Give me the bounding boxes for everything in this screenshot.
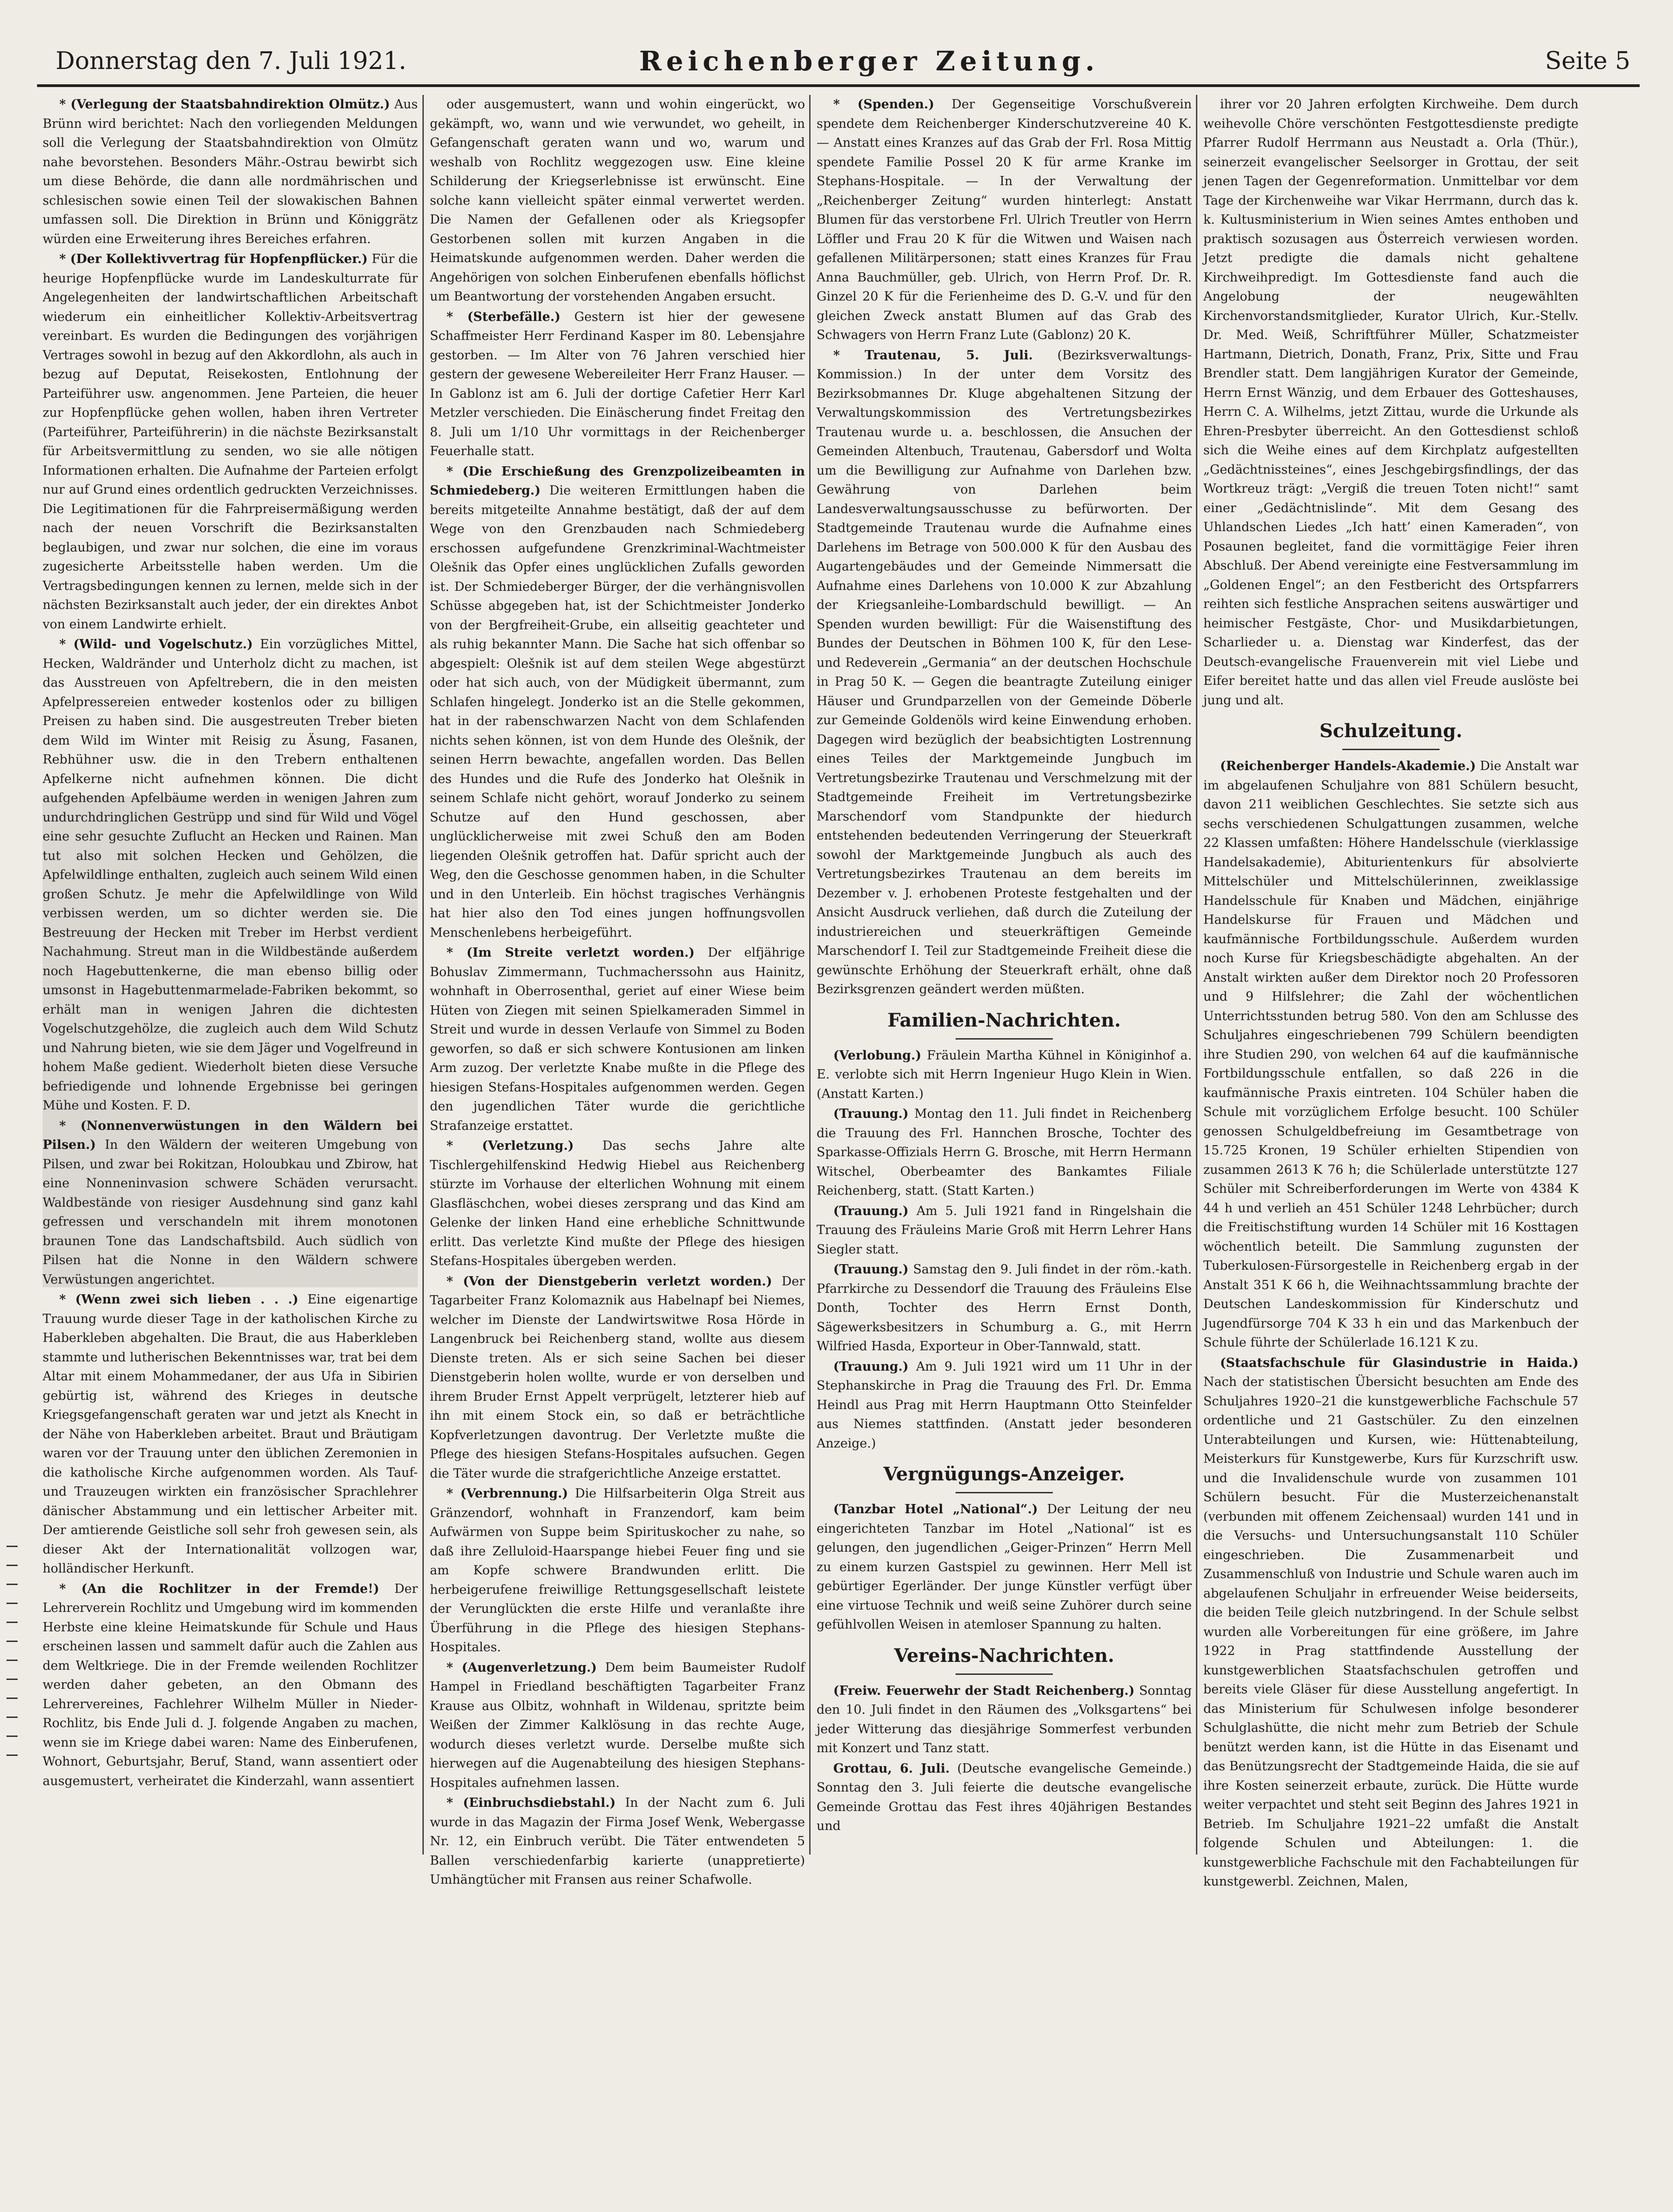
article-text: Die Anstalt war im abgelaufenen Schuljahre von 881 Schülern besucht, davon 211 weiblichen Geschlechtes. Sie setzte sich aus sechs verschiedenen Schulgattungen zusammen, welche 22 Klassen umfaßten: Höhere Handelsschule (vierklassige Handelsakademie), Abiturientenkurs für absolvierte Mittelschüler und Mittelschülerinnen, zweiklassige Handelsschule für Knaben und Mädchen, einjährige Handelskurse für Frauen und Mädchen und kaufmännische Fortbildungsschule. Außerdem wurden noch Kurse für Kriegsbeschädigte abgehalten. An der Anstalt wirkten außer dem Direktor noch 20 Professoren und 9 Hilfslehrer; die Zahl der wöchentlichen Unterrichtsstunden betrug 580. Von den am Schlusse des Schuljahres eingeschriebenen 799 Schülern beendigten ihre Studien 290, von welchen 64 auf die kaufmännische Fortbildungsschule entfallen, so daß 226 in die kaufmännische Praxis eintreten. 104 Schüler haben die Schule mit vorzüglichem Erfolge besucht. 100 Schüler genossen Schulgeldbefreiung im Gesamtbetrage von 15.725 Kronen, 19 Schüler erhielten Stipendien von zusammen 2613 K 76 h; die Schülerlade unterstützte 127 Schüler mit Schreiberforderungen im Werte von 4384 K 44 h und verlieh an 451 Schüler 1248 Lehrbücher; durch die Freitischstiftung wurden 14 Schüler mit 16 Kosttagen wöchentlich beteilt. Die Sammlung zugunsten der Tuberkulosen-Fürsorgestelle in Reichenberg ergab in der Anstalt 351 K 66 h, die Weihnachtssammlung brachte der Deutschen Landeskommission für Kinderschutz und Jugendfürsorge 704 K 33 h ein und das Markenbuch der Schule führte der Schülerlade 16.121 K zu. (1203, 759, 1579, 1350)
article-lead: * (Wenn zwei sich lieben . . .) (59, 1292, 299, 1307)
column-divider (809, 95, 811, 1855)
article-lead: * (Die Erschießung des Grenzpolizeibeamten in Schmiedeberg.) (430, 464, 805, 498)
column-divider (422, 95, 424, 1855)
article-text: Nach der statistischen Übersicht besuchten am Ende des Schuljahres 1920–21 die kunstgewerbliche Fachschule 57 ordentliche und 21 Gastschüler. Zu den einzelnen Unterabteilungen und Kursen, wie: Hüttenabteilung, Meisterkurs für Kunstgewerbe, Kurs für Kurzschrift usw. und die Invalidenschule wurde von zusammen 101 Schülern besucht. Für die Musterzeichenanstalt (verbunden mit offenem Zeichensaal) wurden 141 und in die Versuchs- und Untersuchungsanstalt 110 Schüler eingeschrieben. Die Zusammenarbeit und Zusammenschluß von Industrie und Schule waren auch im abgelaufenen Schuljahr in erfreuender Weise beiderseits, die beiden Teile gleich nutzbringend. In der Schule selbst wurden alle Vorbereitungen für eine größere, im Jahre 1922 in Prag stattfindende Ausstellung der kunstgewerblichen Staatsfachschulen getroffen und bereits viele Gläser für diese Ausstellung angefertigt. In das Ministerium für Schulwesen infolge besonderer Schulglashütte, die nicht mehr zum Betrieb der Schule benützt werden kann, ist die Hütte in das Eisenamt und das Benützungsrecht der Stadtgemeinde Haida, die sie auf ihre Kosten seinerzeit erbaute, zurück. Die Hütte wurde weiter verpachtet und steht seit Beginn des Jahres 1921 in Betrieb. Im Schuljahre 1921–22 umfaßt die Anstalt folgende Schulen und Abteilungen: 1. die kunstgewerbliche Fachschule mit den Fachabteilungen für kunstgewerbl. Zeichnen, Malen, (1203, 1375, 1579, 1889)
article-paragraph (430, 1136, 805, 1271)
article-paragraph (43, 1116, 418, 1290)
article-paragraph (430, 307, 805, 461)
article-lead: (Trauung.) (833, 1107, 909, 1121)
article-paragraph (817, 346, 1192, 999)
article-lead: * (Der Kollektivvertrag für Hopfenpflücker.) (59, 252, 368, 266)
article-lead: * (Einbruchsdiebstahl.) (447, 1796, 616, 1810)
heading-rule (956, 1673, 1053, 1675)
article-paragraph (430, 1272, 805, 1484)
article-text: Am 5. Juli 1921 fand in Ringelshain die Trauung des Fräuleins Marie Groß mit Herrn Lehrer Hans Siegler statt. (817, 1203, 1192, 1257)
article-paragraph (817, 1681, 1192, 1758)
article-text: Der Tagarbeiter Franz Kolomaznik aus Habelnapf bei Niemes, welcher im Dienste der Landwirtswitwe Rosa Hörde in Langenbruck bei Reichenberg stand, wollte aus diesem Dienste treten. Als er sich seine Sachen bei dieser Dienstgeberin holen wollte, wurde er von derselben und ihrem Bruder Ernst Appelt verprügelt, letzterer hieb auf ihn mit einem Stock ein, so daß er beträchtliche Kopfverletzungen davontrug. Der Verletzte mußte die Pflege des hiesigen Stefans-Hospitales aufsuchen. Gegen die Täter wurde die strafgerichtliche Anzeige erstattet. (430, 1274, 805, 1481)
article-text: Die weiteren Ermittlungen haben die bereits mitgeteilte Annahme bestätigt, daß der auf dem Wege von den Grenzbauden nach Schmiedeberg erschossen aufgefundene Grenzkriminal-Wachtmeister Olešnik das Opfer eines unglücklichen Zufalls geworden ist. Der Schmiedeberger Bürger, der die verhängnisvollen Schüsse abgegeben hat, ist der Schichtmeister Jonderko von der Bergfreiheit-Grube, ein allseitig geachteter und als ruhig bekannter Mann. Die Sache hat sich offenbar so abgespielt: Olešnik ist auf dem steilen Wege abgestürzt oder hat sich auch, von der Müdigkeit übermannt, zum Schlafen hingelegt. Jonderko ist an die Stelle gekommen, hat in der rabenschwarzen Nacht von dem Schlafenden nichts sehen können, ist von dem Hunde des Olešnik, der seinen Herrn bewachte, angefallen worden. Das Bellen des Hundes und die Rufe des Jonderko hat Olešnik in seinem Schlafe nicht gehört, worauf Jonderko zu seinem Schutze auf den Hund geschossen, aber unglücklicherweise mit zwei Schuß den am Boden liegenden Olešnik getroffen hat. Dafür spricht auch der Weg, den die Geschosse genommen haben, in die Schulter und in den Unterleib. Ein höchst tragisches Verhängnis hat hier also den Tod eines jungen hoffnungsvollen Menschenlebens herbeigeführt. (430, 483, 805, 940)
article-lead: (Trauung.) (833, 1262, 909, 1277)
article-paragraph (817, 1357, 1192, 1454)
page-number: Seite 5 (1545, 47, 1630, 75)
article-text: Das sechs Jahre alte Tischlergehilfenskind Hedwig Hiebel aus Reichenberg stürzte im Vorhause der elterlichen Wohnung mit einem Glasfläschchen, wobei dieses zersprang und das Kind am Gelenke der linken Hand eine erhebliche Schnittwunde erlitt. Das verletzte Kind mußte der Pflege des hiesigen Stefans-Hospitales übergeben werden. (430, 1139, 805, 1268)
article-lead: * (Verlegung der Staatsbahndirektion Olmütz.) (59, 97, 390, 112)
article-paragraph (430, 1793, 805, 1890)
masthead (37, 43, 1640, 87)
article-text: Am 9. Juli 1921 wird um 11 Uhr in der Stephanskirche in Prag die Trauung des Frl. Dr. Emma Heindl aus Prag mit Herrn Hauptmann Otto Steinfelder aus Niemes stattfinden. (Anstatt jeder besonderen Anzeige.) (817, 1359, 1192, 1451)
article-lead: * (Wild- und Vogelschutz.) (59, 637, 253, 652)
article-paragraph (43, 1579, 418, 1791)
article-lead: (Tanzbar Hotel „National“.) (833, 1502, 1038, 1516)
article-paragraph (817, 95, 1192, 345)
section-heading: Familien-Nachrichten. (887, 1009, 1121, 1031)
article-text: oder ausgemustert, wann und wohin eingerückt, wo gekämpft, wo, wann und wie verwundet, wo geheilt, in Gefangenschaft geraten wann und wo, warum und weshalb von Rochlitz weggezogen usw. Eine kleine Schilderung der Kriegserlebnisse ist erwünscht. Eine solche kann vielleicht später einmal verwertet werden. Die Namen der Gefallenen oder als Kriegsopfer Gestorbenen sollen mit kurzen Angaben in die Heimatskunde aufgenommen werden. Daher werden die Angehörigen von solchen Einberufenen ebenfalls höflichst um Beantwortung der vorstehenden Angaben ersucht. (430, 97, 805, 304)
article-paragraph (817, 1104, 1192, 1201)
section-heading: Vergnügungs-Anzeiger. (883, 1463, 1125, 1485)
article-text: ihrer vor 20 Jahren erfolgten Kirchweihe. Dem durch weihevolle Chöre verschönten Festgottesdienste predigte Pfarrer Rudolf Herrmann aus Neustadt a. Orla (Thür.), seinerzeit evangelischer Seelsorger in Grottau, der seit jenen Tagen der Gegenreformation. Unmittelbar vor dem Tage der Kirchenweihe war Vikar Herrmann, durch das k. k. Kultusministerium in Wien seines Amtes enthoben und praktisch sozusagen aus Österreich verwiesen worden. Jetzt predigte die damals nicht gehaltene Kirchweihpredigt. Im Gottesdienste fand auch die Angelobung der neugewählten Kirchenvorstandsmitglieder, Kurator Ulrich, Kur.-Stellv. Dr. Med. Weiß, Schriftführer Müller, Schatzmeister Hartmann, Dietrich, Donath, Franz, Prix, Sitte und Frau Brendler statt. Dem langjährigen Kurator der Gemeinde, Herrn Ernst Wänzig, und dem Erbauer des Gotteshauses, Herrn C. A. Wilhelms, jetzt Zittau, wurde die Urkunde als Ehren-Presbyter überreicht. An den Gottesdienst schloß sich die Weihe eines auf dem Kirchplatz aufgestellten „Gedächtnissteines“, eines Jeschgebirgsfindlings, der das Wortkreuz trägt: „Vergiß die treuen Toten nicht!“ samt einer „Gedächtnislinde“. Mit dem Gesang des Uhlandschen Liedes „Ich hatt’ einen Kameraden“, von Posaunen begleitet, fand die vormittägige Feier ihren Abschluß. Der Abend vereinigte eine Festversammlung im „Goldenen Engel“; an den Festbericht des Ortspfarrers reihten sich festliche Ansprachen seitens auswärtiger und heimischer Festgäste, Chor- und Musikdarbietungen, Scharlieder u. a. Dienstag war Kinderfest, das der Deutsch-evangelische Frauenverein mit viel Liebe und Eifer bereitet hatte und das allen viel Freude auslöste bei jung und alt. (1203, 97, 1579, 708)
article-lead: * (Verletzung.) (447, 1139, 574, 1153)
heading-rule (956, 1038, 1053, 1040)
article-text: Der Leitung der neu eingerichteten Tanzbar im Hotel „National“ ist es gelungen, den jugendlichen „Geiger-Prinzen“ Herrn Mell zu einem kurzen Gastspiel zu gewinnen. Herr Mell ist gebürtiger Egerländer. Der junge Künstler verfügt über eine virtuose Technik und weiß seine Zuhörer durch seine gefühlvollen Weisen in atemloser Spannung zu halten. (817, 1502, 1192, 1632)
article-paragraph (43, 95, 418, 249)
article-text: Sonntag den 10. Juli findet in den Räumen des „Volksgartens“ bei jeder Witterung das diesjährige Sommerfest verbunden mit Konzert und Tanz statt. (817, 1683, 1192, 1755)
article-text: Der elfjährige Bohuslav Zimmermann, Tuchmacherssohn aus Hainitz, wohnhaft in Oberrosenthal, geriet auf einer Wiese beim Hüten von Ziegen mit seinen Spielkameraden Simmel in Streit und wurde in dessen Verlaufe von Simmel zu Boden geworfen, so daß er sich schwere Kontusionen am linken Arm zuzog. Der verletzte Knabe mußte in die Pflege des hiesigen Stefans-Hospitales aufgenommen werden. Gegen den jugendlichen Täter wurde die gerichtliche Strafanzeige erstattet. (430, 946, 805, 1133)
article-text: Gestern ist hier der gewesene Schaffmeister Herr Ferdinand Kasper im 80. Lebensjahre gestorben. — Im Alter von 76 Jahren verschied hier gestern der gewesene Webereileiter Herr Franz Hauser. — In Gablonz ist am 6. Juli der dortige Cafetier Herr Karl Metzler verschieden. Die Einäscherung findet Freitag den 8. Juli um 1/10 Uhr vormittags in der Reichenberger Feuerhalle statt. (430, 309, 805, 458)
article-paragraph (1203, 1354, 1579, 1892)
article-lead: * (Augenverletzung.) (447, 1660, 597, 1675)
article-text: Dem beim Baumeister Rudolf Hampel in Friedland beschäftigten Tagarbeiter Franz Krause aus Olbitz, wohnhaft in Wildenau, spritzte beim Weißen der Zimmer Kalklösung in das rechte Auge, wodurch dieses verletzt wurde. Derselbe mußte sich hierwegen auf die Augenabteilung des hiesigen Stephans-Hospitales aufnehmen lassen. (430, 1660, 805, 1790)
issue-date: Donnerstag den 7. Juli 1921. (56, 47, 407, 75)
article-paragraph (43, 1290, 418, 1579)
newspaper-title: Reichenberger Zeitung. (639, 45, 1100, 77)
article-lead: (Verlobung.) (833, 1048, 922, 1063)
column-3 (817, 95, 1192, 1855)
article-lead: (Trauung.) (833, 1203, 909, 1218)
article-paragraph (43, 250, 418, 634)
article-lead: * (Im Streite verletzt worden.) (447, 946, 695, 960)
article-text: (Bezirksverwaltungs-Kommission.) In der unter dem Vorsitz des Bezirksobmannes Dr. Kluge abgehaltenen Sitzung der Verwaltungskommission des Vertretungsbezirkes Trautenau wurde u. a. beschlossen, die Ansuchen der Gemeinden Altenbuch, Trautenau, Gabersdorf und Wolta um die Bewilligung zur Aufnahme von Darlehen bzw. Gewährung von Darlehen beim Landesverwaltungsausschusse zu befürworten. Der Stadtgemeinde Trautenau wurde die Aufnahme eines Darlehens im Betrage von 500.000 K für den Ausbau des Augartengebäudes und der Gemeinde Nimmersatt die Aufnahme eines Darlehens von 10.000 K zur Abzahlung der Kriegsanleihe-Lombardschuld bewilligt. — An Spenden wurden bewilligt: Für die Waisenstiftung des Bundes der Deutschen in Böhmen 100 K, für den Lese- und Redeverein „Germania“ an der deutschen Hochschule in Prag 50 K. — Gegen die beantragte Zuteilung einiger Häuser und Grundparzellen von der Gemeinde Döberle zur Gemeinde Goldenöls wird keine Einwendung erhoben. Dagegen wird bezüglich der beabsichtigten Lostrennung eines Teiles der Marktgemeinde Jungbuch im Vertretungsbezirke Trautenau und Verschmelzung mit der Stadtgemeinde Freiheit im Vertretungsbezirke Marschendorf vom Standpunkte der hiedurch entstehenden bedeutenden Verringerung der Steuerkraft sowohl der Marktgemeinde Jungbuch als auch des Vertretungsbezirkes Trautenau an dem bereits im Dezember v. J. erhobenen Proteste festgehalten und der Ansicht Ausdruck verliehen, daß durch die Zuteilung der industriereichen und steuerkräftigen Gemeinde Marschendorf I. Teil zur Stadtgemeinde Freiheit diese die gewünschte Erhöhung der Steuerkraft erhält, ohne daß Bezirksgrenzen geändert werden müßten. (817, 348, 1192, 996)
section-heading: Schulzeitung. (1319, 720, 1463, 742)
article-lead: * (Verbrennung.) (447, 1486, 568, 1501)
article-lead: * (Sterbefälle.) (447, 309, 561, 324)
article-lead: * (Spenden.) (833, 97, 935, 112)
article-paragraph (430, 462, 805, 943)
article-lead: (Staatsfachschule für Glasindustrie in Haida.) (1220, 1355, 1579, 1370)
article-text: Eine eigenartige Trauung wurde dieser Tage in der katholischen Kirche zu Haberkleben abgehalten. Die Braut, die aus Haberkleben stammte und lutherischen Bekenntnisses war, trat bei dem Altar mit einem Mohammedaner, der aus Ufa in Sibirien gebürtig ist, während des Krieges in deutsche Kriegsgefangenschaft geraten war und jetzt als Knecht in der Nähe von Haberkleben arbeitet. Braut und Bräutigam waren vor der Trauung unter den üblichen Zeremonien in die katholische Kirche aufgenommen worden. Als Tauf- und Trauzeugen wirkten ein französischer Sprachlehrer dänischer Abstammung und ein lettischer Arbeiter mit. Der amtierende Geistliche soll sehr froh gewesen sein, als dieser Akt der Internationalität vollzogen war, holländischer Herkunft. (43, 1292, 418, 1576)
article-text: (Deutsche evangelische Gemeinde.) Sonntag den 3. Juli feierte die deutsche evangelische Gemeinde Grottau das Fest ihres 40jährigen Bestandes und (817, 1761, 1192, 1833)
article-paragraph (1203, 95, 1579, 710)
article-paragraph (817, 1759, 1192, 1836)
article-lead: (Trauung.) (833, 1359, 909, 1374)
margin-marks (0, 1528, 28, 2084)
heading-rule (1342, 749, 1440, 750)
article-text: Ein vorzügliches Mittel, Hecken, Waldränder und Unterholz dicht zu machen, ist das Ausstreuen von Apfeltrebern, die in den meisten Apfelpressereien entweder kostenlos oder zu billigen Preisen zu haben sind. Die ausgestreuten Treber bieten dem Wild im Winter mit Reisig zu Äsung, Fasanen, Rebhühner usw. die in den Trebern enthaltenen Apfelkerne nicht aufnehmen können. Die dicht aufgehenden Apfelbäume werden in wenigen Jahren zum undurchdringlichen Gestrüpp und sind für Wild und Vögel eine sehr gesuchte Zuflucht an Hecken und Rainen. Man tut also mit solchen Hecken und Gehölzen, die Apfelwildlinge enthalten, zugleich auch seinem Wild einen großen Schutz. Je mehr die Apfelwildlinge von Wild verbissen werden, um so dichter werden sie. Die Bestreuung der Hecken mit Treber im Herbst verdient Nachahmung. Streut man in die Wildbestände außerdem noch Hagebuttenkerne, die man ebenso billig oder umsonst in Hagebuttenmarmelade-Fabriken bekommt, so erhält man in wenigen Jahren die dichtesten Vogelschutzgehölze, die zugleich auch dem Wild Schutz und Nahrung bieten, wie sie dem Jäger und Vogelfreund in hohem Maße gedient. Wiederholt bieten diese Versuche befriedigende und lohnende Ergebnisse bei geringen Mühe und Kosten. F. D. (43, 637, 418, 1113)
article-text: Die Hilfsarbeiterin Olga Streit aus Gränzendorf, wohnhaft in Franzendorf, kam beim Aufwärmen von Suppe beim Spirituskocher zu nahe, so daß ihre Zelluloid-Haarspange hiebei Feuer fing und sie am Kopfe schwere Brandwunden erlitt. Die herbeigerufene freiwillige Rettungsgesellschaft leistete der Verunglückten die erste Hilfe und veranlaßte ihre Überführung in die Pflege des hiesigen Stephans-Hospitales. (430, 1486, 805, 1654)
article-lead: * (An die Rochlitzer in der Fremde!) (59, 1581, 379, 1596)
article-lead: Grottau, 6. Juli. (833, 1761, 950, 1776)
article-paragraph (817, 1500, 1192, 1635)
article-paragraph (430, 1658, 805, 1793)
article-text: In der Nacht zum 6. Juli wurde in das Magazin der Firma Josef Wenk, Webergasse Nr. 12, ein Einbruch verübt. Die Täter entwendeten 5 Ballen verschiedenfarbig karierte (unappretierte) Umhängtücher mit Fransen aus reiner Schafwolle. (430, 1796, 805, 1887)
article-paragraph (817, 1046, 1192, 1104)
article-paragraph (817, 1202, 1192, 1260)
article-text: Der Gegenseitige Vorschußverein spendete dem Reichenberger Kinderschutzvereine 40 K. — Anstatt eines Kranzes auf das Grab der Frl. Rosa Mittig spendete Familie Possel 20 K für arme Kranke im Stephans-Hospitale. — In der Verwaltung der „Reichenberger Zeitung“ wurden hinterlegt: Anstatt Blumen für das verstorbene Frl. Ulrich Treutler von Herrn Löffler und Frau 20 K für die Witwen und Waisen nach gefallenen Militärpersonen; statt eines Kranzes für Frau Anna Bauchmüller, geb. Ulrich, von Herrn Prof. Dr. R. Ginzel 20 K für die Ferienheime des D. G.-V. und für den gleichen Zweck anstatt Blumen auf das Grab des Schwagers von Herrn Franz Lute (Gablonz) 20 K. (817, 97, 1192, 342)
article-paragraph (817, 1260, 1192, 1356)
article-paragraph (1203, 757, 1579, 1353)
article-paragraph (430, 95, 805, 307)
article-text: Aus Brünn wird berichtet: Nach den vorliegenden Meldungen soll die Verlegung der Staatsbahndirektion von Olmütz nahe bevorstehen. Besonders Mähr.-Ostrau bewirbt sich um diese Behörde, die dann alle nordmährischen und schlesischen sowie einen Teil der slowakischen Bahnen umfassen soll. Die Direktion in Brünn und Königgrätz würden eine Erweiterung ihres Bereiches erfahren. (43, 97, 418, 246)
article-text: Samstag den 9. Juli findet in der röm.-kath. Pfarrkirche zu Dessendorf die Trauung des Fräuleins Else Donth, Tochter des Herrn Ernst Donth, Sägewerksbesitzers in Schumburg a. G., mit Herrn Wilfried Hasda, Exporteur in Ober-Tannwald, statt. (817, 1262, 1192, 1354)
article-paragraph (430, 943, 805, 1135)
article-paragraph (43, 635, 418, 1115)
heading-rule (956, 1492, 1053, 1493)
article-lead: * (Von der Dienstgeberin verletzt worden.) (447, 1274, 772, 1289)
article-text: Für die heurige Hopfenpflücke wurde im Landeskulturrate für Angelegenheiten der landwirtschaftlichen Arbeitschaft wiederum ein einheitlicher Kollektiv-Arbeitsvertrag vereinbart. Es wurden die Bedingungen des vorjährigen Vertrages sowohl in bezug auf den Akkordlohn, als auch in bezug auf Deputat, Reisekosten, Entlohnung der Parteiführer usw. angenommen. Jene Parteien, die heuer zur Hopfenpflücke gehen wollen, haben ihren Vertreter (Parteiführer, Parteiführerin) in die nächste Bezirksanstalt für Arbeitsvermittlung zu senden, wo sie alle nötigen Informationen erhalten. Die Aufnahme der Parteien erfolgt nur auf Grund eines ordentlich gedruckten Verzeichnisses. Die Legitimationen für die Fahrpreisermäßigung werden nach der neuen Vorschrift die Bezirksanstalten beglaubigen, und zwar nur solchen, die eine im voraus zugesicherte Arbeitsstelle haben werden. Um die Vertragsbedingungen kennen zu lernen, melde sich in der nächsten Bezirksanstalt auch jeder, der ein direktes Anbot von einem Landwirte erhielt. (43, 252, 418, 632)
column-4 (1203, 95, 1579, 1889)
article-paragraph (430, 1484, 805, 1657)
article-lead: (Reichenberger Handels-Akademie.) (1220, 759, 1476, 773)
article-text: Fräulein Martha Kühnel in Königinhof a. E. verlobte sich mit Herrn Ingenieur Hugo Klein in Wien. (Anstatt Karten.) (817, 1048, 1192, 1101)
article-lead: (Freiw. Feuerwehr der Stadt Reichenberg.) (833, 1683, 1135, 1698)
article-lead: * Trautenau, 5. Juli. (833, 348, 1033, 363)
column-1 (43, 95, 418, 1855)
article-text: Der Lehrerverein Rochlitz und Umgebung wird im kommenden Herbste eine kleine Heimatskunde für Schule und Haus erscheinen lassen und sammelt dafür auch die Zahlen aus dem Weltkriege. Die in der Fremde weilenden Rochlitzer werden daher gebeten, an den Obmann des Lehrervereines, Fachlehrer Wilhelm Müller in Nieder-Rochlitz, bis Ende Juli d. J. folgende Angaben zu machen, wenn sie im Kriege dabei waren: Name des Einberufenen, Wohnort, Geburtsjahr, Beruf, Stand, wann assentiert oder ausgemustert, verheiratet die Kinderzahl, wann assentiert (43, 1581, 418, 1788)
column-2 (430, 95, 805, 1887)
article-text: Montag den 11. Juli findet in Reichenberg die Trauung des Frl. Hannchen Brosche, Tochter des Sparkasse-Offizials Herrn G. Brosche, mit Herrn Hermann Witschel, Oberbeamter des Bankamtes Filiale Reichenberg, statt. (Statt Karten.) (817, 1107, 1192, 1198)
article-lead: * (Nonnenverwüstungen in den Wäldern bei Pilsen.) (43, 1118, 418, 1152)
section-heading: Vereins-Nachrichten. (894, 1644, 1114, 1667)
article-text: In den Wäldern der weiteren Umgebung von Pilsen, und zwar bei Rokitzan, Holoubkau und Zbirow, hat eine Nonneninvasion schwere Schäden verursacht. Waldbestände von riesiger Ausdehnung sind ganz kahl gefressen und verschandeln mit ihrem monotonen braunen Tone das Landschaftsbild. Auch südlich von Pilsen hat die Nonne in den Wäldern schwere Verwüstungen angerichtet. (43, 1138, 418, 1287)
column-divider (1196, 95, 1197, 1855)
